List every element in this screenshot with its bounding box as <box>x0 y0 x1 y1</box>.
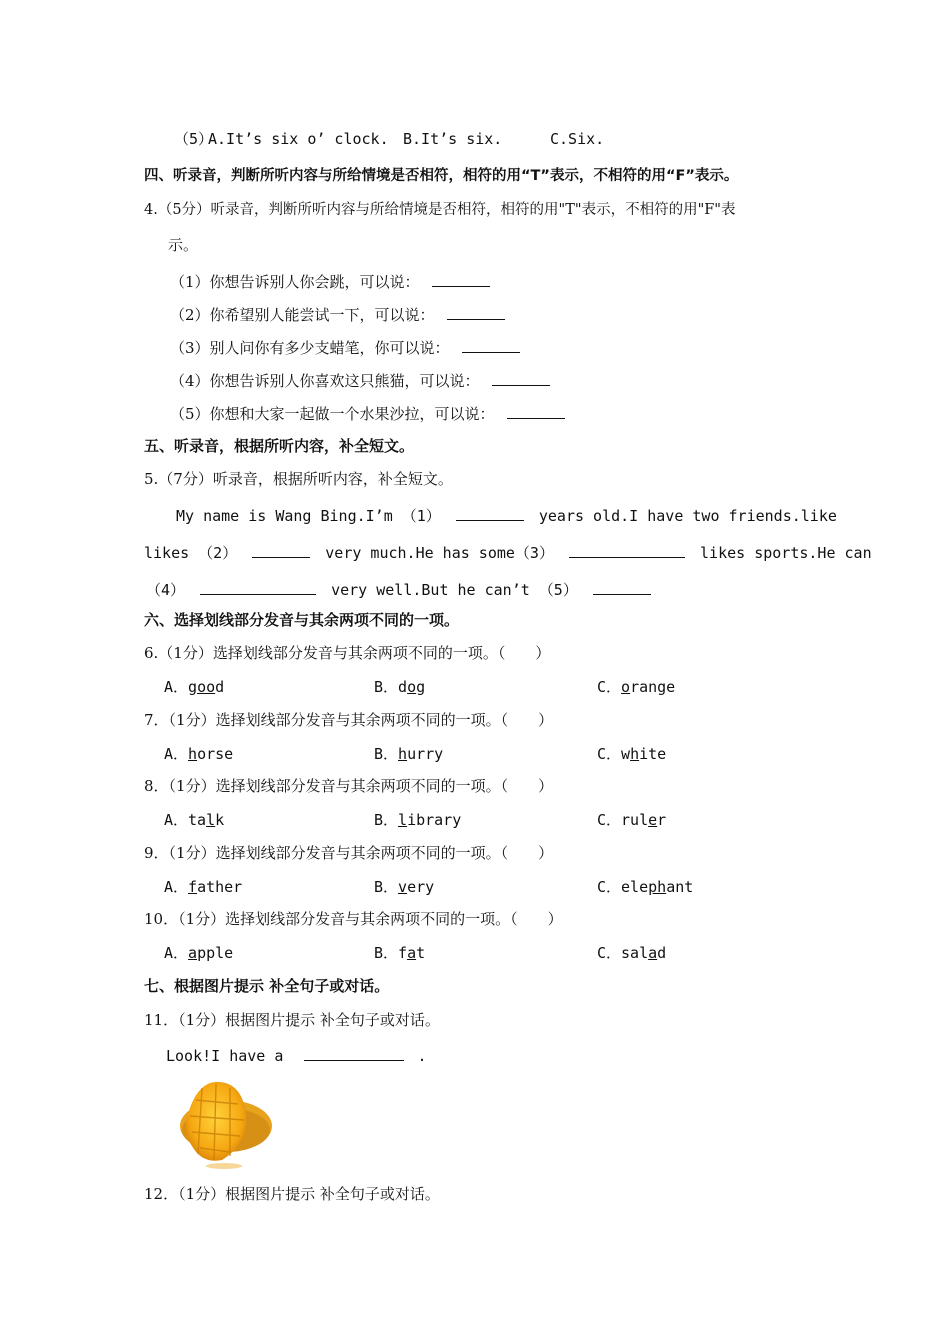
q11-stem: 11．（1分）根据图片提示 补全句子或对话。 <box>144 1011 440 1029</box>
answer-blank[interactable] <box>447 305 505 320</box>
q4-item-5: （5）你想和大家一起做一个水果沙拉，可以说： <box>170 404 565 422</box>
option-a[interactable]: A．father <box>164 878 243 896</box>
option-b[interactable]: B．fat <box>374 944 426 962</box>
answer-blank[interactable] <box>462 338 520 353</box>
option-a[interactable]: A．apple <box>164 944 234 962</box>
q4-item-4: （4）你想告诉别人你喜欢这只熊猫，可以说： <box>170 371 550 389</box>
answer-blank[interactable] <box>432 272 490 287</box>
q4-item-3: （3）别人问你有多少支蜡笔，你可以说： <box>170 338 520 356</box>
q5-passage-line-2: likes （2） very much.He has some（3） likes sports.He can <box>144 544 872 562</box>
q6-stem: 6.（1分）选择划线部分发音与其余两项不同的一项。（ ） <box>144 644 551 662</box>
answer-blank[interactable] <box>456 506 524 521</box>
q4-item-2: （2）你希望别人能尝试一下，可以说： <box>170 305 505 323</box>
section-5-heading: 五、听录音，根据所听内容，补全短文。 <box>144 437 415 455</box>
q4-item-1: （1）你想告诉别人你会跳，可以说： <box>170 272 490 290</box>
q5-passage-line-3: （4） very well.But he can’t （5） <box>146 580 651 598</box>
option-c[interactable]: C．ruler <box>597 811 667 829</box>
q12-stem: 12．（1分）根据图片提示 补全句子或对话。 <box>144 1185 440 1203</box>
q11-sentence: Look!I have a . <box>166 1047 427 1065</box>
option-b[interactable]: B．dog <box>374 678 426 696</box>
q5-stem: 5.（7分）听录音，根据所听内容，补全短文。 <box>144 470 453 488</box>
q5-passage-line-1: My name is Wang Bing.I’m （1） years old.I have two friends.like <box>176 507 837 525</box>
option-c[interactable]: C．white <box>597 745 667 763</box>
option-b[interactable]: B．library <box>374 811 462 829</box>
answer-blank[interactable] <box>593 580 651 595</box>
option-a[interactable]: A．horse <box>164 745 234 763</box>
section-6-heading: 六、选择划线部分发音与其余两项不同的一项。 <box>144 611 460 629</box>
answer-blank[interactable] <box>492 371 550 386</box>
section-7-heading: 七、根据图片提示 补全句子或对话。 <box>144 977 390 995</box>
option-b[interactable]: B．very <box>374 878 435 896</box>
option-a[interactable]: A．talk <box>164 811 225 829</box>
q10-stem: 10．（1分）选择划线部分发音与其余两项不同的一项。（ ） <box>144 910 563 928</box>
answer-blank[interactable] <box>304 1046 404 1061</box>
answer-blank[interactable] <box>200 580 316 595</box>
q9-stem: 9．（1分）选择划线部分发音与其余两项不同的一项。（ ） <box>144 844 554 862</box>
answer-blank[interactable] <box>252 543 310 558</box>
section-4-heading: 四、听录音，判断所听内容与所给情境是否相符，相符的用“T”表示，不相符的用“F”表示。 <box>144 168 739 184</box>
answer-blank[interactable] <box>569 543 685 558</box>
q7-stem: 7．（1分）选择划线部分发音与其余两项不同的一项。（ ） <box>144 711 554 729</box>
answer-blank[interactable] <box>507 404 565 419</box>
option-c[interactable]: C．salad <box>597 944 667 962</box>
option-c[interactable]: C．elephant <box>597 878 694 896</box>
option-b[interactable]: B．hurry <box>374 745 444 763</box>
q4-stem: 4.（5分）听录音，判断所听内容与所给情境是否相符，相符的用"T"表示，不相符的用"F"表 <box>144 202 736 218</box>
option-a[interactable]: A．good <box>164 678 225 696</box>
mango-picture <box>168 1074 274 1170</box>
option-c[interactable]: C．orange <box>597 678 676 696</box>
q8-stem: 8．（1分）选择划线部分发音与其余两项不同的一项。（ ） <box>144 777 554 795</box>
q4-stem-cont: 示。 <box>168 236 199 254</box>
